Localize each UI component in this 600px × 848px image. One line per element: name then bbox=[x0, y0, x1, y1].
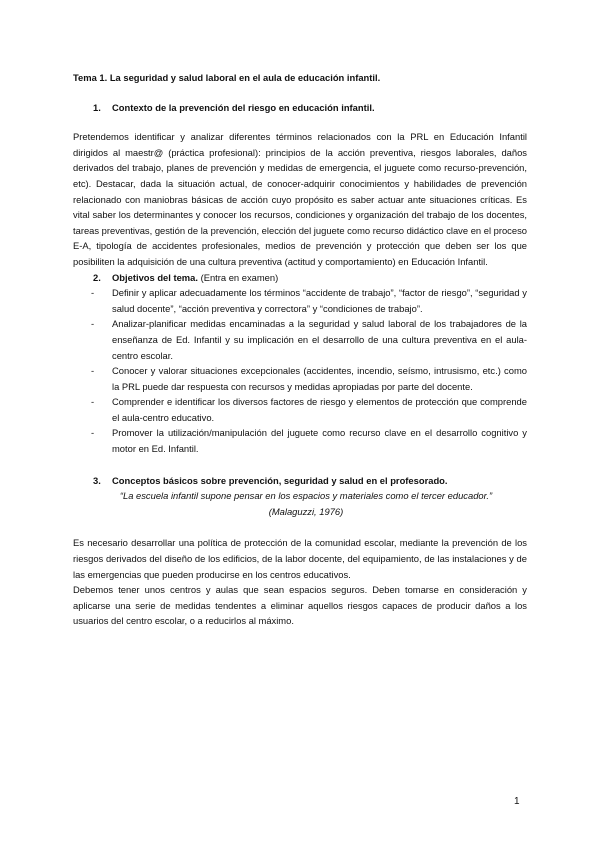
section-3-heading bbox=[73, 473, 527, 489]
bullet-dash: - bbox=[91, 365, 95, 377]
document-title: Tema 1. La seguridad y salud laboral en el aula de educación infantil. bbox=[73, 72, 381, 83]
objective-text: Comprender e identificar los diversos factores de riesgo y elementos de protección que comprende el aula-centro educativo. bbox=[112, 396, 527, 423]
section-2-heading bbox=[73, 270, 527, 286]
objective-text: Promover la utilización/manipulación del juguete como recurso clave en el desarrollo cognitivo y motor en Ed. Infantil. bbox=[112, 427, 527, 455]
objectives-list bbox=[73, 285, 527, 457]
list-item bbox=[73, 316, 527, 363]
malaguzzi-quote: “La escuela infantil supone pensar en los espacios y materiales como el tercer educador.” bbox=[119, 490, 493, 502]
section-2-title-text: Objetivos del tema. bbox=[112, 271, 198, 283]
quote-source: (Malaguzzi, 1976) bbox=[268, 505, 344, 517]
section-2-exam-note: (Entra en examen) bbox=[200, 271, 279, 283]
section-1-heading bbox=[73, 100, 527, 116]
list-item bbox=[73, 394, 527, 425]
section-3-paragraph-2: Debemos tener unos centros y aulas que sean espacios seguros. Deben tomarse en consideración y aplicarse una serie de medidas tendentes a eliminar aquellos riesgos capaces de producir daños a los usuarios del centro escolar, o a reducirlos al máximo. bbox=[73, 584, 527, 627]
section-1-number: 1. bbox=[93, 101, 101, 113]
objective-text: Conocer y valorar situaciones excepcionales (accidentes, incendio, seísmo, intrusismo, etc.) como la PRL puede dar respuesta con recursos y medidas apropiadas por parte del docente. bbox=[112, 365, 527, 392]
bullet-dash: - bbox=[91, 318, 95, 330]
section-2-title bbox=[112, 270, 278, 286]
list-item bbox=[73, 425, 527, 456]
page-number: 1 bbox=[514, 796, 520, 807]
list-item bbox=[73, 363, 527, 394]
bullet-dash: - bbox=[91, 427, 95, 439]
section-1-title: Contexto de la prevención del riesgo en educación infantil. bbox=[112, 101, 375, 113]
bullet-dash: - bbox=[91, 287, 95, 299]
page-content bbox=[73, 70, 527, 629]
section-3-title: Conceptos básicos sobre prevención, seguridad y salud en el profesorado. bbox=[112, 474, 448, 486]
section-2-number: 2. bbox=[93, 271, 101, 283]
objective-text: Definir y aplicar adecuadamente los términos “accidente de trabajo”, “factor de riesgo”, “seguridad y salud docente”, “acción preventiva y correctora” y “condiciones de trabajo”. bbox=[112, 287, 527, 314]
list-item bbox=[73, 285, 527, 316]
objective-text: Analizar-planificar medidas encaminadas a la seguridad y salud laboral de los trabajadores de la enseñanza de Ed. Infantil y su implicación en el desarrollo de una cultura preventiva en el aula-centro escolar. bbox=[112, 318, 527, 361]
section-3-number: 3. bbox=[93, 474, 101, 486]
bullet-dash: - bbox=[91, 396, 95, 408]
section-1-paragraph: Pretendemos identificar y analizar diferentes términos relacionados con la PRL en Educación Infantil dirigidos al maestr@ (práctica profesional): principios de la acción preventiva, riesgos laborales, daños derivados del trabajo, planes de prevención y medidas de emergencia, el juguete como recurso-prevención, etc). Destacar, dada la situación actual, de conocer-adquirir conocimientos y habilidades de prevención relacionado con maniobras básicas de acción cuyo propósito es saber actuar ante situaciones críticas. Es vital saber los determinantes y conocer los recursos, condiciones y organización del trabajo de los docentes, tareas preventivas, gestión de la prevención, elección del juguete como recurso didáctico clave en el proceso E-A, tipología de accidentes profesionales, medios de prevención y protección que deben ser los que posibiliten la adquisición de una cultura preventiva (actitud y comportamiento) en Educación Infantil. bbox=[73, 131, 527, 267]
section-3-paragraph-1: Es necesario desarrollar una política de protección de la comunidad escolar, mediante la prevención de los riesgos derivados del diseño de los edificios, de la labor docente, del equipamiento, de las instalaciones y de las emergencias que pueden producirse en los centros educativos. bbox=[73, 537, 527, 580]
